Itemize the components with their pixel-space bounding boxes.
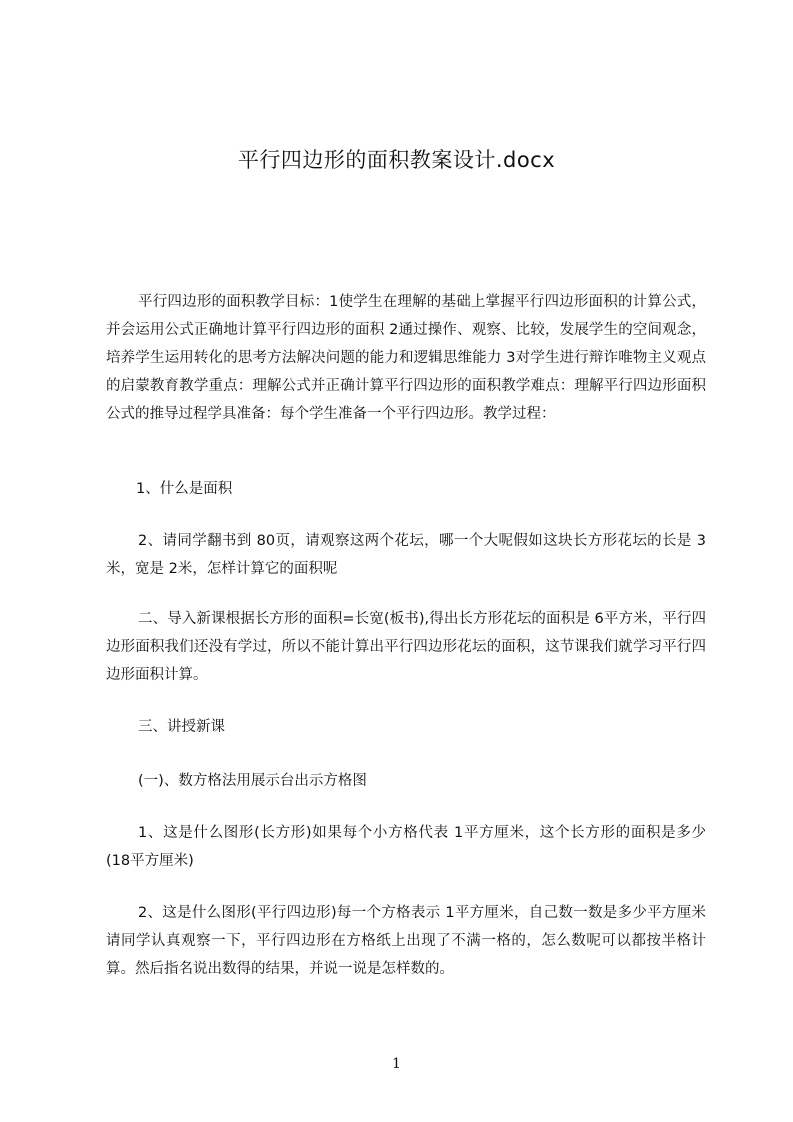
paragraph-what-is-area: 1、什么是面积 [136, 481, 233, 497]
paragraph-new-lesson-heading: 三、讲授新课 [138, 719, 225, 735]
page-number: 1 [392, 1056, 401, 1072]
paragraph-objectives: 平行四边形的面积教学目标：1使学生在理解的基础上掌握平行四边形面积的计算公式，并会运用公式正确地计算平行四边形的面积 2通过操作、观察、比较，发展学生的空间观念，培养学生运用转化的思考方法解决问题的能力和逻辑思维能力 3对学生进行辩诈唯物主义观点的启蒙教育教学重点：理解公式并正确计算平行四边形的面积教学难点：理解平行四边形面积公式的推导过程学具准备：每个学生准备一个平行四边形。教学过程： [106, 294, 706, 422]
paragraph-introduction: 二、导入新课根据长方形的面积=长宽(板书),得出长方形花坛的面积是 6平方米，平行四边形面积我们还没有学过，所以不能计算出平行四边形花坛的面积，这节课我们就学习平行四边形面积计算。 [106, 611, 706, 683]
document-title: 平行四边形的面积教案设计.docx [237, 148, 556, 172]
paragraph-parallelogram-question: 2、这是什么图形(平行四边形)每一个方格表示 1平方厘米，自己数一数是多少平方厘米请同学认真观察一下，平行四边形在方格纸上出现了不满一格的，怎么数呢可以都按半格计算。然后指名说出数得的结果，并说一说是怎样数的。 [106, 905, 706, 977]
paragraph-counting-squares: (一)、数方格法用展示台出示方格图 [138, 773, 367, 789]
paragraph-rectangle-question: 1、这是什么图形(长方形)如果每个小方格代表 1平方厘米，这个长方形的面积是多少 (18平方厘米) [106, 825, 706, 869]
paragraph-flower-bed: 2、请同学翻书到 80页，请观察这两个花坛，哪一个大呢假如这块长方形花坛的长是 3米，宽是 2米，怎样计算它的面积呢 [106, 533, 706, 577]
